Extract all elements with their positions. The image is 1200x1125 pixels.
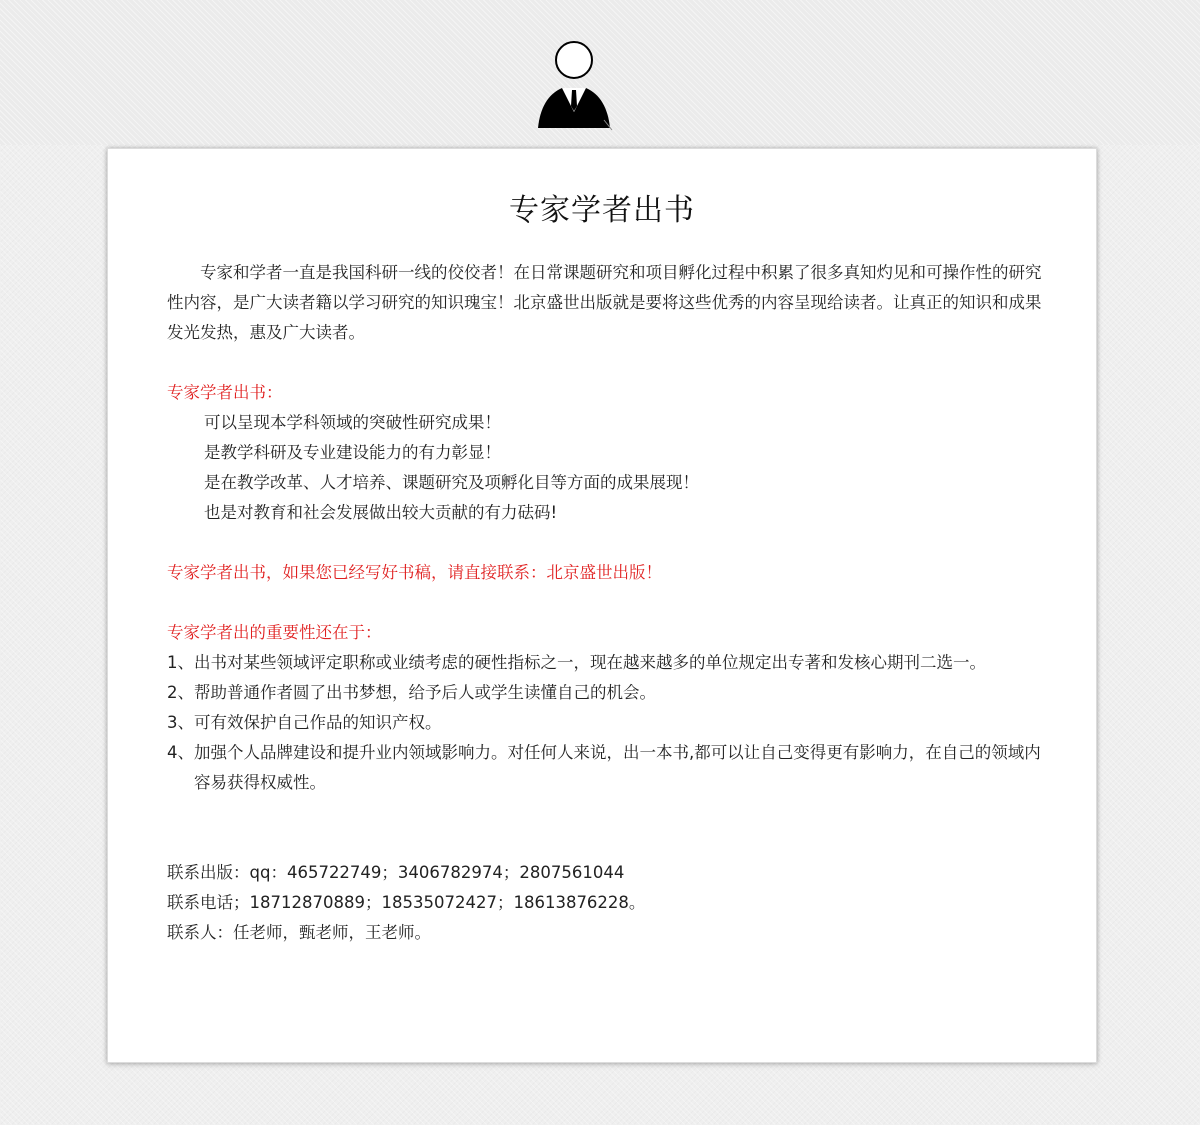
spacer [167, 348, 1057, 378]
contact-people: 联系人：任老师，甄老师，王老师。 [167, 923, 431, 942]
intro-paragraph: 专家和学者一直是我国科研一线的佼佼者！在日常课题研究和项目孵化过程中积累了很多真知灼见和可操作性的研究性内容，是广大读者籍以学习研究的知识瑰宝！北京盛世出版就是要将这些优秀的内容呈现给读者。让真正的知识和成果发光发热，惠及广大读者。 [167, 263, 1042, 342]
spacer [167, 798, 1057, 828]
importance-list-item [167, 678, 1057, 708]
item-number: 3、 [167, 713, 194, 732]
section1-heading: 专家学者出书： [167, 383, 283, 402]
importance-list-item [167, 708, 1057, 738]
importance-list-item [167, 648, 1057, 678]
page-title: 专家学者出书 [509, 193, 695, 228]
spacer [167, 828, 1057, 858]
item-text: 出书对某些领域评定职称或业绩考虑的硬性指标之一，现在越来越多的单位规定出专著和发核心期刊二选一。 [194, 653, 986, 672]
section2-heading: 专家学者出的重要性还在于： [167, 623, 382, 642]
article-body [167, 258, 1057, 948]
content-card [107, 148, 1097, 1063]
item-number: 4、 [167, 743, 194, 762]
item-number: 1、 [167, 653, 194, 672]
section1-item: 也是对教育和社会发展做出较大贡献的有力砝码! [204, 503, 558, 522]
item-text: 帮助普通作者圆了出书梦想，给予后人或学生读懂自己的机会。 [194, 683, 656, 702]
item-text: 可有效保护自己作品的知识产权。 [194, 713, 442, 732]
section1-item: 是在教学改革、人才培养、课题研究及项孵化目等方面的成果展现！ [204, 473, 699, 492]
contact-qq: 联系出版：qq：465722749；3406782974；2807561044 [167, 863, 625, 882]
section1-item: 可以呈现本学科领域的突破性研究成果！ [204, 413, 501, 432]
contact-callout: 专家学者出书，如果您已经写好书稿，请直接联系：北京盛世出版！ [167, 563, 662, 582]
section1-item: 是教学科研及专业建设能力的有力彰显！ [204, 443, 501, 462]
importance-list-item [167, 738, 1057, 798]
item-text: 加强个人品牌建设和提升业内领域影响力。对任何人来说，出一本书,都可以让自己变得更有影响力，在自己的领域内容易获得权威性。 [194, 743, 1041, 792]
scholar-avatar-icon [532, 38, 616, 132]
spacer [167, 528, 1057, 558]
item-number: 2、 [167, 683, 194, 702]
spacer [167, 588, 1057, 618]
contact-phone: 联系电话；18712870889；18535072427；18613876228。 [167, 893, 646, 912]
